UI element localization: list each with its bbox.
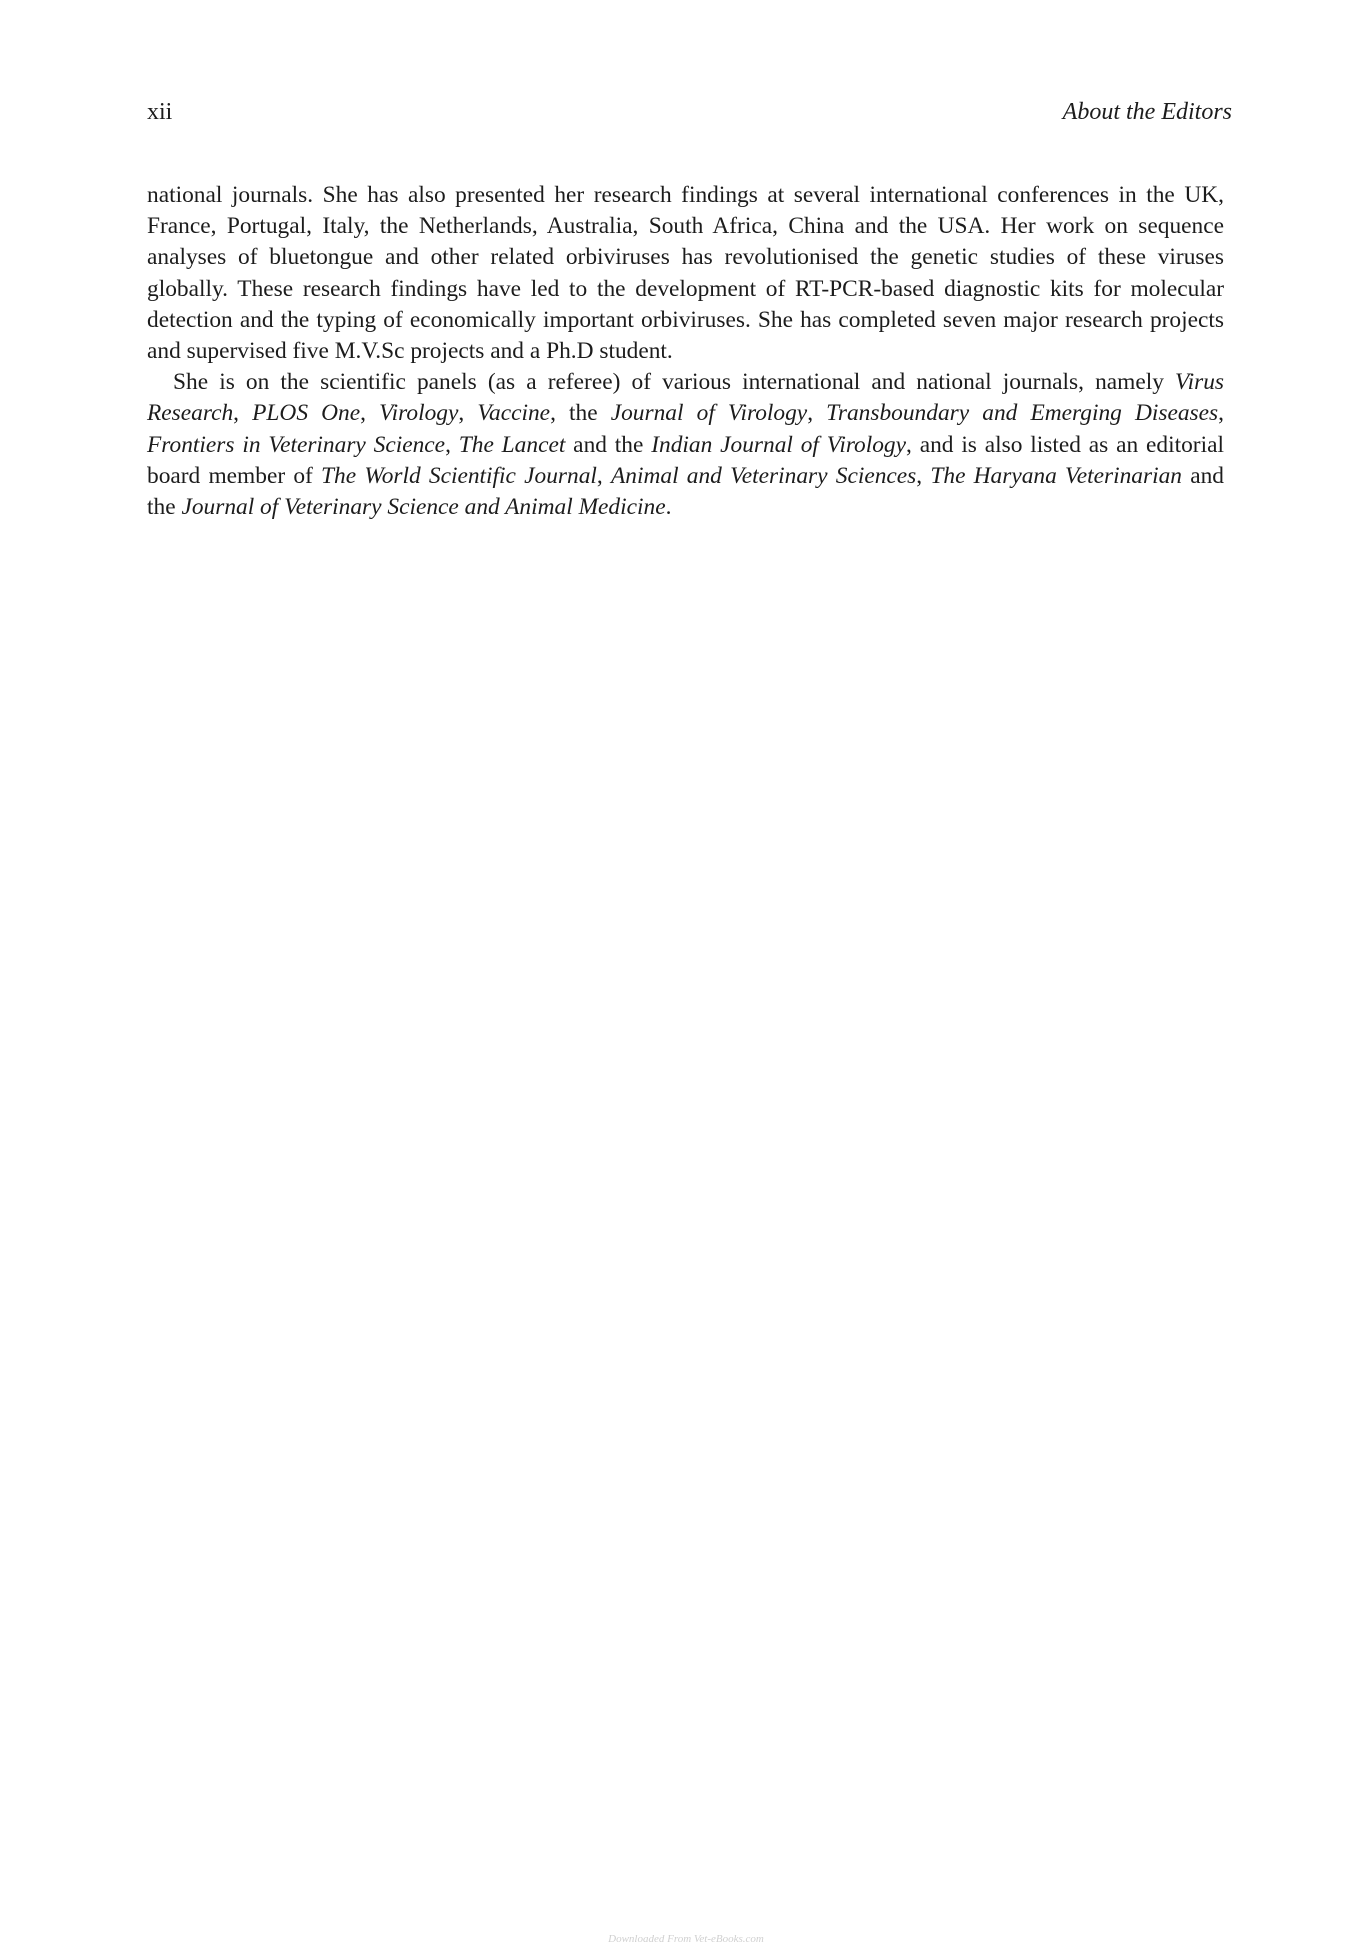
footer-watermark: Downloaded From Vet-eBooks.com [608, 1933, 764, 1945]
text-segment: , [233, 400, 253, 427]
journal-title: Journal of Veterinary Science and Animal Medicine [181, 494, 666, 521]
text-segment: , [1218, 400, 1224, 427]
text-segment: , [458, 400, 478, 427]
text-segment: , [916, 462, 931, 489]
text-segment: , and is also listed as an editorial board member of [147, 431, 1224, 489]
journal-title: Animal and Veterinary Sciences [611, 462, 917, 489]
journal-title: Indian Journal of Virology [651, 431, 907, 458]
text-segment: , [360, 400, 380, 427]
paragraph-2-intro: She is on the scientific panels (as a referee) of various international and national journals, namely [173, 369, 1176, 396]
running-title: About the Editors [1062, 99, 1232, 125]
journal-title: The Lancet [458, 431, 566, 458]
text-segment: , the [550, 400, 611, 427]
text-segment: , [596, 462, 611, 489]
journal-title: Transboundary and Emerging Diseases [826, 400, 1219, 427]
journal-title: Virology [379, 400, 459, 427]
journal-title: Vaccine [477, 400, 551, 427]
journal-title: Frontiers in Veterinary Science [147, 431, 446, 458]
body-text [147, 180, 1224, 523]
journal-title: The World Scientific Journal [321, 462, 597, 489]
journal-title: Virus Research [147, 369, 1224, 427]
paragraph-2 [147, 367, 1224, 523]
journal-title: PLOS One [252, 400, 361, 427]
text-segment: , [807, 400, 827, 427]
running-head [147, 94, 1232, 130]
text-segment: and the [565, 431, 652, 458]
journal-title: Journal of Virology [610, 400, 808, 427]
page-number: xii [147, 99, 173, 125]
text-segment: and the [147, 462, 1224, 521]
text-segment: , [445, 431, 459, 458]
paragraph-1: national journals. She has also presented her research findings at several international conferences in the UK, France, Portugal, Italy, the Netherlands, Australia, South Africa, China and the USA. Her work on sequence analyses of bluetongue and other related orbiviruses has revolutionised the genetic studies of these viruses globally. These research findings have led to the development of RT-PCR-based diagnostic kits for molecular detection and the typing of economically important orbiviruses. She has completed seven major research projects and supervised five M.V.Sc projects and a Ph.D student. [147, 182, 1224, 365]
journal-title: The Haryana Veterinarian [930, 462, 1182, 489]
text-segment: . [665, 494, 672, 521]
